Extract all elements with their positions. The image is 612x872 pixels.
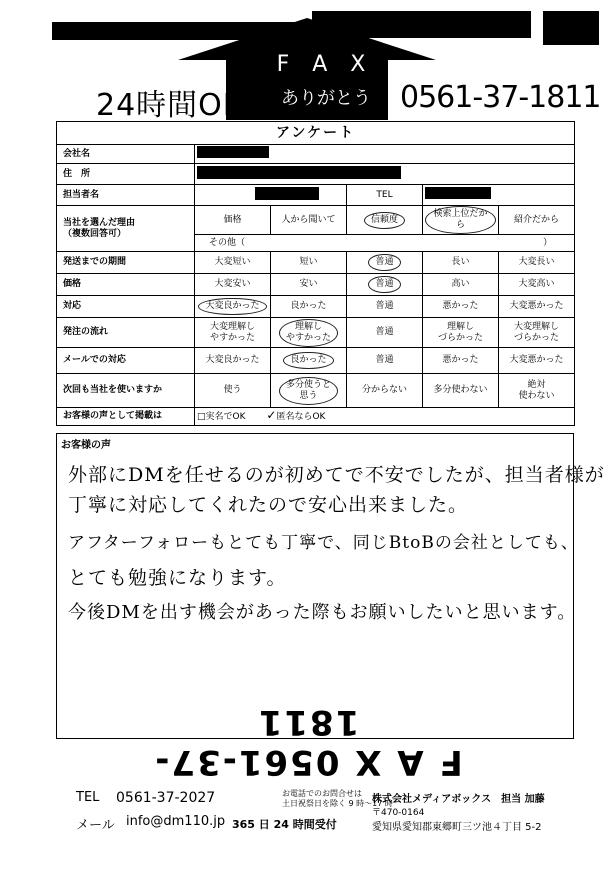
option[interactable]: 大変高い — [499, 274, 575, 296]
footer-tel-note: お電話でのお問合せは 土日祝祭日を除く 9 時～17 時 — [282, 789, 393, 808]
footer-address: 愛知県愛知郡東郷町三ツ池４丁目 5-2 — [372, 822, 542, 833]
option[interactable]: 安い — [271, 274, 347, 296]
option[interactable]: 大変長い — [499, 252, 575, 274]
option-selected[interactable]: 普通 — [347, 274, 423, 296]
company-label: 会社名 — [57, 145, 195, 164]
publish-options — [195, 408, 575, 426]
option-selected[interactable]: 理解し やすかった — [271, 318, 347, 348]
footer-mail[interactable]: info@dm110.jp — [126, 814, 226, 829]
option[interactable]: 良かった — [271, 296, 347, 318]
option[interactable]: 大変悪かった — [499, 296, 575, 318]
option[interactable]: 絶対 使わない — [499, 374, 575, 408]
footer-tel-label: TEL — [76, 790, 100, 805]
voice-label: お客様の声 — [61, 440, 111, 451]
reason-option-trust[interactable]: 信頼度 — [347, 206, 423, 235]
option[interactable]: 短い — [271, 252, 347, 274]
reason-option-referral[interactable]: 人から聞いて — [271, 206, 347, 235]
option[interactable]: 大変悪かった — [499, 348, 575, 374]
form-title: アンケート — [57, 122, 575, 145]
publish-label: お客様の声として掲載は — [57, 408, 195, 426]
option[interactable]: 悪かった — [423, 296, 499, 318]
company-field[interactable] — [195, 145, 575, 164]
option-selected[interactable]: 普通 — [347, 252, 423, 274]
footer-mail-note: 365 日 24 時間受付 — [232, 818, 337, 831]
fax-subtitle: ありがとう — [281, 88, 371, 109]
reason-option-search[interactable]: 検索上位だから — [423, 206, 499, 235]
check-mark-icon: ✓ — [266, 408, 277, 422]
option[interactable]: 多分使わない — [423, 374, 499, 408]
fax-number-large: F A X 0561-37-1811 — [153, 702, 463, 782]
option-selected[interactable]: 良かった — [271, 348, 347, 374]
footer-tel[interactable]: 0561-37-2027 — [116, 790, 216, 806]
row-label: 価格 — [57, 274, 195, 296]
reason-label: 当社を選んだ理由 （複数回答可） — [57, 206, 195, 252]
person-label: 担当者名 — [57, 185, 195, 206]
tel-field[interactable] — [423, 185, 575, 206]
publish-realname-option[interactable]: □実名でOK — [197, 412, 246, 422]
footer-mail-label: メール — [76, 818, 115, 833]
hours-label: 24時間OK — [96, 88, 244, 123]
fax-title: F A X — [276, 52, 374, 77]
option-selected[interactable]: 多分使うと 思う — [271, 374, 347, 408]
reason-option-introduction[interactable]: 紹介だから — [499, 206, 575, 235]
voice-line: 外部にDMを任せるのが初めてで不安でしたが、担当者様が — [68, 464, 605, 486]
option[interactable]: 大変理解し づらかった — [499, 318, 575, 348]
row-label: 発注の流れ — [57, 318, 195, 348]
footer-company: 株式会社メディアボックス 担当 加藤 — [372, 794, 545, 805]
tel-label: TEL — [347, 185, 423, 206]
address-field[interactable] — [195, 164, 575, 185]
redaction-bar — [543, 11, 599, 45]
voice-line: 今後DMを出す機会があった際もお願いしたいと思います。 — [68, 602, 577, 623]
row-label: 発送までの期間 — [57, 252, 195, 274]
address-label: 住 所 — [57, 164, 195, 185]
option[interactable]: 高い — [423, 274, 499, 296]
row-label: 次回も当社を使いますか — [57, 374, 195, 408]
row-label: 対応 — [57, 296, 195, 318]
reason-option-price[interactable]: 価格 — [195, 206, 271, 235]
option[interactable]: 使う — [195, 374, 271, 408]
row-label: メールでの対応 — [57, 348, 195, 374]
option[interactable]: 大変短い — [195, 252, 271, 274]
option[interactable]: 普通 — [347, 296, 423, 318]
option[interactable]: 普通 — [347, 348, 423, 374]
option-selected[interactable]: 大変良かった — [195, 296, 271, 318]
footer-zip: 〒470-0164 — [372, 808, 425, 818]
fax-number: 0561-37-1811 — [400, 80, 601, 115]
voice-line: とても勉強になります。 — [68, 567, 287, 589]
reason-other[interactable]: その他（ ） — [195, 235, 575, 252]
option[interactable]: 悪かった — [423, 348, 499, 374]
publish-anonymous-option[interactable]: ✓匿名ならOK — [266, 408, 326, 422]
option[interactable]: 普通 — [347, 318, 423, 348]
voice-line: 丁寧に対応してくれたので安心出来ました。 — [68, 494, 469, 516]
person-field[interactable] — [195, 185, 347, 206]
option[interactable]: 分からない — [347, 374, 423, 408]
questionnaire-table — [56, 121, 575, 426]
option[interactable]: 大変安い — [195, 274, 271, 296]
option[interactable]: 理解し づらかった — [423, 318, 499, 348]
option[interactable]: 大変良かった — [195, 348, 271, 374]
option[interactable]: 長い — [423, 252, 499, 274]
option[interactable]: 大変理解し やすかった — [195, 318, 271, 348]
voice-line: アフターフォローもとても丁寧で、同じBtoBの会社としても、 — [68, 533, 579, 553]
